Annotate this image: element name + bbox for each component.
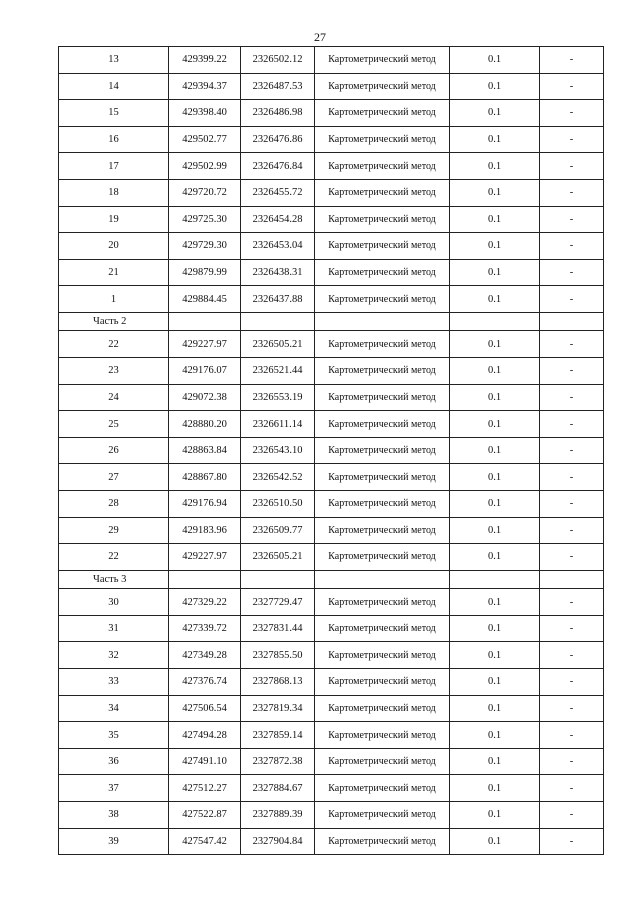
point-number-cell: 17 (59, 153, 169, 180)
accuracy-cell: 0.1 (450, 544, 540, 571)
x-coordinate-cell: 429399.22 (169, 47, 241, 74)
table-row (59, 802, 604, 829)
y-coordinate-cell: 2326521.44 (241, 358, 315, 385)
method-cell: Картометрический метод (315, 775, 450, 802)
note-cell: - (540, 491, 604, 518)
point-number-cell: 28 (59, 491, 169, 518)
accuracy-cell: 0.1 (450, 259, 540, 286)
y-coordinate-cell: 2326486.98 (241, 100, 315, 127)
table-row (59, 491, 604, 518)
note-cell: - (540, 179, 604, 206)
empty-cell (450, 570, 540, 589)
note-cell: - (540, 615, 604, 642)
point-number-cell: 30 (59, 589, 169, 616)
point-number-cell: 29 (59, 517, 169, 544)
y-coordinate-cell: 2326487.53 (241, 73, 315, 100)
table-row (59, 286, 604, 313)
note-cell: - (540, 384, 604, 411)
point-number-cell: 13 (59, 47, 169, 74)
empty-cell (540, 312, 604, 331)
x-coordinate-cell: 427349.28 (169, 642, 241, 669)
x-coordinate-cell: 429394.37 (169, 73, 241, 100)
method-cell: Картометрический метод (315, 517, 450, 544)
y-coordinate-cell: 2326453.04 (241, 233, 315, 260)
note-cell: - (540, 695, 604, 722)
accuracy-cell: 0.1 (450, 437, 540, 464)
y-coordinate-cell: 2327889.39 (241, 802, 315, 829)
accuracy-cell: 0.1 (450, 748, 540, 775)
point-number-cell: 19 (59, 206, 169, 233)
empty-cell (169, 312, 241, 331)
accuracy-cell: 0.1 (450, 358, 540, 385)
accuracy-cell: 0.1 (450, 73, 540, 100)
note-cell: - (540, 669, 604, 696)
table-row (59, 153, 604, 180)
table-row (59, 669, 604, 696)
empty-cell (450, 312, 540, 331)
empty-cell (241, 312, 315, 331)
y-coordinate-cell: 2327855.50 (241, 642, 315, 669)
note-cell: - (540, 802, 604, 829)
x-coordinate-cell: 429176.07 (169, 358, 241, 385)
coordinates-table (58, 46, 604, 855)
note-cell: - (540, 153, 604, 180)
page-number: 27 (314, 30, 326, 44)
table-row (59, 358, 604, 385)
point-number-cell: 38 (59, 802, 169, 829)
accuracy-cell: 0.1 (450, 100, 540, 127)
y-coordinate-cell: 2326543.10 (241, 437, 315, 464)
note-cell: - (540, 100, 604, 127)
point-number-cell: 23 (59, 358, 169, 385)
table-row (59, 384, 604, 411)
y-coordinate-cell: 2327819.34 (241, 695, 315, 722)
y-coordinate-cell: 2327872.38 (241, 748, 315, 775)
table-row (59, 73, 604, 100)
section-header-row (59, 312, 604, 331)
method-cell: Картометрический метод (315, 615, 450, 642)
method-cell: Картометрический метод (315, 233, 450, 260)
point-number-cell: 16 (59, 126, 169, 153)
point-number-cell: 36 (59, 748, 169, 775)
method-cell: Картометрический метод (315, 828, 450, 855)
method-cell: Картометрический метод (315, 331, 450, 358)
accuracy-cell: 0.1 (450, 153, 540, 180)
note-cell: - (540, 748, 604, 775)
accuracy-cell: 0.1 (450, 775, 540, 802)
x-coordinate-cell: 427512.27 (169, 775, 241, 802)
table-row (59, 828, 604, 855)
note-cell: - (540, 775, 604, 802)
point-number-cell: 33 (59, 669, 169, 696)
accuracy-cell: 0.1 (450, 464, 540, 491)
accuracy-cell: 0.1 (450, 331, 540, 358)
empty-cell (241, 570, 315, 589)
accuracy-cell: 0.1 (450, 233, 540, 260)
x-coordinate-cell: 429227.97 (169, 544, 241, 571)
point-number-cell: 27 (59, 464, 169, 491)
accuracy-cell: 0.1 (450, 589, 540, 616)
point-number-cell: 37 (59, 775, 169, 802)
table-row (59, 179, 604, 206)
method-cell: Картометрический метод (315, 153, 450, 180)
point-number-cell: 32 (59, 642, 169, 669)
accuracy-cell: 0.1 (450, 669, 540, 696)
note-cell: - (540, 589, 604, 616)
table-row (59, 695, 604, 722)
x-coordinate-cell: 429884.45 (169, 286, 241, 313)
empty-cell (540, 570, 604, 589)
accuracy-cell: 0.1 (450, 642, 540, 669)
accuracy-cell: 0.1 (450, 722, 540, 749)
x-coordinate-cell: 429720.72 (169, 179, 241, 206)
accuracy-cell: 0.1 (450, 411, 540, 438)
x-coordinate-cell: 429879.99 (169, 259, 241, 286)
method-cell: Картометрический метод (315, 544, 450, 571)
y-coordinate-cell: 2326454.28 (241, 206, 315, 233)
table-row (59, 437, 604, 464)
method-cell: Картометрический метод (315, 722, 450, 749)
x-coordinate-cell: 429398.40 (169, 100, 241, 127)
table-row (59, 259, 604, 286)
point-number-cell: 31 (59, 615, 169, 642)
point-number-cell: 22 (59, 544, 169, 571)
x-coordinate-cell: 427339.72 (169, 615, 241, 642)
note-cell: - (540, 286, 604, 313)
accuracy-cell: 0.1 (450, 802, 540, 829)
y-coordinate-cell: 2327859.14 (241, 722, 315, 749)
table-row (59, 464, 604, 491)
accuracy-cell: 0.1 (450, 615, 540, 642)
empty-cell (315, 312, 450, 331)
point-number-cell: 18 (59, 179, 169, 206)
x-coordinate-cell: 427506.54 (169, 695, 241, 722)
note-cell: - (540, 722, 604, 749)
x-coordinate-cell: 429502.99 (169, 153, 241, 180)
y-coordinate-cell: 2327904.84 (241, 828, 315, 855)
point-number-cell: 22 (59, 331, 169, 358)
table-row (59, 233, 604, 260)
y-coordinate-cell: 2326505.21 (241, 544, 315, 571)
method-cell: Картометрический метод (315, 100, 450, 127)
method-cell: Картометрический метод (315, 491, 450, 518)
method-cell: Картометрический метод (315, 464, 450, 491)
y-coordinate-cell: 2326455.72 (241, 179, 315, 206)
accuracy-cell: 0.1 (450, 286, 540, 313)
x-coordinate-cell: 429176.94 (169, 491, 241, 518)
note-cell: - (540, 517, 604, 544)
method-cell: Картометрический метод (315, 179, 450, 206)
note-cell: - (540, 233, 604, 260)
method-cell: Картометрический метод (315, 259, 450, 286)
note-cell: - (540, 206, 604, 233)
x-coordinate-cell: 427376.74 (169, 669, 241, 696)
method-cell: Картометрический метод (315, 286, 450, 313)
table-row (59, 517, 604, 544)
x-coordinate-cell: 429227.97 (169, 331, 241, 358)
y-coordinate-cell: 2326510.50 (241, 491, 315, 518)
point-number-cell: 25 (59, 411, 169, 438)
y-coordinate-cell: 2327868.13 (241, 669, 315, 696)
note-cell: - (540, 544, 604, 571)
point-number-cell: 26 (59, 437, 169, 464)
table-row (59, 411, 604, 438)
table-row (59, 331, 604, 358)
x-coordinate-cell: 428863.84 (169, 437, 241, 464)
y-coordinate-cell: 2326542.52 (241, 464, 315, 491)
point-number-cell: 35 (59, 722, 169, 749)
method-cell: Картометрический метод (315, 47, 450, 74)
table-row (59, 544, 604, 571)
section-label: Часть 3 (59, 570, 169, 589)
method-cell: Картометрический метод (315, 589, 450, 616)
table-row (59, 589, 604, 616)
y-coordinate-cell: 2327729.47 (241, 589, 315, 616)
note-cell: - (540, 464, 604, 491)
x-coordinate-cell: 427491.10 (169, 748, 241, 775)
x-coordinate-cell: 427522.87 (169, 802, 241, 829)
table-row (59, 100, 604, 127)
x-coordinate-cell: 427494.28 (169, 722, 241, 749)
table-row (59, 722, 604, 749)
x-coordinate-cell: 429183.96 (169, 517, 241, 544)
table-body (59, 47, 604, 855)
accuracy-cell: 0.1 (450, 179, 540, 206)
y-coordinate-cell: 2326505.21 (241, 331, 315, 358)
method-cell: Картометрический метод (315, 669, 450, 696)
note-cell: - (540, 358, 604, 385)
table-row (59, 206, 604, 233)
accuracy-cell: 0.1 (450, 828, 540, 855)
method-cell: Картометрический метод (315, 73, 450, 100)
table-row (59, 615, 604, 642)
y-coordinate-cell: 2326509.77 (241, 517, 315, 544)
method-cell: Картометрический метод (315, 642, 450, 669)
table-row (59, 47, 604, 74)
method-cell: Картометрический метод (315, 748, 450, 775)
point-number-cell: 20 (59, 233, 169, 260)
x-coordinate-cell: 428880.20 (169, 411, 241, 438)
accuracy-cell: 0.1 (450, 126, 540, 153)
point-number-cell: 34 (59, 695, 169, 722)
method-cell: Картометрический метод (315, 206, 450, 233)
method-cell: Картометрический метод (315, 411, 450, 438)
note-cell: - (540, 642, 604, 669)
y-coordinate-cell: 2326502.12 (241, 47, 315, 74)
method-cell: Картометрический метод (315, 437, 450, 464)
y-coordinate-cell: 2326476.84 (241, 153, 315, 180)
table-row (59, 642, 604, 669)
x-coordinate-cell: 428867.80 (169, 464, 241, 491)
y-coordinate-cell: 2326438.31 (241, 259, 315, 286)
table-row (59, 748, 604, 775)
y-coordinate-cell: 2326611.14 (241, 411, 315, 438)
note-cell: - (540, 828, 604, 855)
method-cell: Картометрический метод (315, 802, 450, 829)
point-number-cell: 24 (59, 384, 169, 411)
y-coordinate-cell: 2326437.88 (241, 286, 315, 313)
empty-cell (315, 570, 450, 589)
point-number-cell: 1 (59, 286, 169, 313)
note-cell: - (540, 73, 604, 100)
accuracy-cell: 0.1 (450, 206, 540, 233)
accuracy-cell: 0.1 (450, 384, 540, 411)
point-number-cell: 15 (59, 100, 169, 127)
x-coordinate-cell: 427547.42 (169, 828, 241, 855)
method-cell: Картометрический метод (315, 358, 450, 385)
x-coordinate-cell: 429072.38 (169, 384, 241, 411)
note-cell: - (540, 331, 604, 358)
y-coordinate-cell: 2327884.67 (241, 775, 315, 802)
accuracy-cell: 0.1 (450, 517, 540, 544)
x-coordinate-cell: 429729.30 (169, 233, 241, 260)
accuracy-cell: 0.1 (450, 695, 540, 722)
accuracy-cell: 0.1 (450, 491, 540, 518)
accuracy-cell: 0.1 (450, 47, 540, 74)
method-cell: Картометрический метод (315, 695, 450, 722)
y-coordinate-cell: 2327831.44 (241, 615, 315, 642)
x-coordinate-cell: 429502.77 (169, 126, 241, 153)
table-row (59, 126, 604, 153)
table-row (59, 775, 604, 802)
section-label: Часть 2 (59, 312, 169, 331)
note-cell: - (540, 437, 604, 464)
section-header-row (59, 570, 604, 589)
note-cell: - (540, 259, 604, 286)
empty-cell (169, 570, 241, 589)
y-coordinate-cell: 2326476.86 (241, 126, 315, 153)
x-coordinate-cell: 429725.30 (169, 206, 241, 233)
y-coordinate-cell: 2326553.19 (241, 384, 315, 411)
x-coordinate-cell: 427329.22 (169, 589, 241, 616)
method-cell: Картометрический метод (315, 384, 450, 411)
method-cell: Картометрический метод (315, 126, 450, 153)
point-number-cell: 39 (59, 828, 169, 855)
point-number-cell: 21 (59, 259, 169, 286)
note-cell: - (540, 411, 604, 438)
note-cell: - (540, 47, 604, 74)
point-number-cell: 14 (59, 73, 169, 100)
note-cell: - (540, 126, 604, 153)
